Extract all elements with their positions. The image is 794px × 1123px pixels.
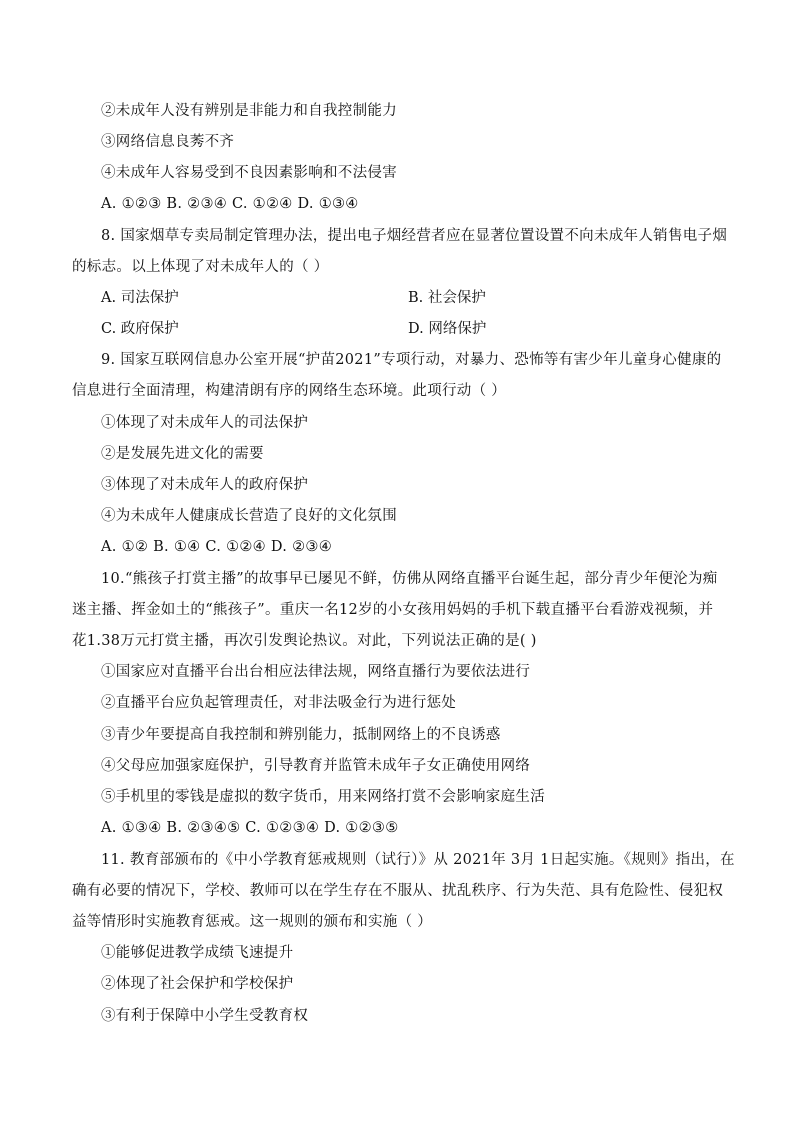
q9-stem-line-1: 9. 国家互联网信息办公室开展“护苗2021”专项行动，对暴力、恐怖等有害少年儿童身心健康的 [101,352,722,368]
q11-stem-line-1: 11. 教育部颁布的《中小学教育惩戒规则（试行）》从 2021年 3月 1日起实施。《规则》指出，在 [101,852,735,868]
q8-option-a: A. 司法保护 [101,290,179,306]
q9-item-3: ③体现了对未成年人的政府保护 [101,477,309,493]
q8-stem-line-1: 8. 国家烟草专卖局制定管理办法，提出电子烟经营者应在显著位置设置不向未成年人销售电子烟 [101,228,728,244]
q10-stem-line-3: 花1.38万元打赏主播，再次引发舆论热议。对此，下列说法正确的是( ) [72,633,537,649]
q8-option-d: D. 网络保护 [408,321,487,337]
q9-options: A. ①② B. ①④ C. ①②④ D. ②③④ [101,539,333,555]
q11-item-2: ②体现了社会保护和学校保护 [101,976,294,992]
q8-options-row-1 [101,288,486,308]
q8-options-row-2 [101,319,487,339]
q10-item-3: ③青少年要提高自我控制和辨别能力，抵制网络上的不良诱惑 [101,727,501,743]
q10-stem-line-1: 10.“熊孩子打赏主播”的故事早已屡见不鲜，仿佛从网络直播平台诞生起，部分青少年便沦为痴 [101,571,718,587]
q8-option-b: B. 社会保护 [408,290,486,306]
q7-item-2: ②未成年人没有辨别是非能力和自我控制能力 [101,103,397,119]
q9-item-2: ②是发展先进文化的需要 [101,446,264,462]
q9-stem-line-2: 信息进行全面清理，构建清朗有序的网络生态环境。此项行动（ ） [72,383,507,399]
q10-item-1: ①国家应对直播平台出台相应法律法规，网络直播行为要依法进行 [101,664,531,680]
q11-stem-line-3: 益等情形时实施教育惩戒。这一规则的颁布和实施（ ） [72,914,433,930]
q8-option-c: C. 政府保护 [101,321,179,337]
q9-item-1: ①体现了对未成年人的司法保护 [101,415,309,431]
q11-item-1: ①能够促进教学成绩飞速提升 [101,945,294,961]
q7-item-4: ④未成年人容易受到不良因素影响和不法侵害 [101,165,397,181]
q8-stem-line-2: 的标志。以上体现了对未成年人的（ ） [72,259,329,275]
q10-item-4: ④父母应加强家庭保护，引导教育并监管未成年子女正确使用网络 [101,758,531,774]
q7-options: A. ①②③ B. ②③④ C. ①②④ D. ①③④ [101,196,359,212]
q9-item-4: ④为未成年人健康成长营造了良好的文化氛围 [101,508,397,524]
q10-stem-line-2: 迷主播、挥金如土的“熊孩子”。重庆一名12岁的小女孩用妈妈的手机下载直播平台看游戏视频，并 [72,602,714,618]
q10-item-5: ⑤手机里的零钱是虚拟的数字货币，用来网络打赏不会影响家庭生活 [101,789,545,805]
q11-item-3: ③有利于保障中小学生受教育权 [101,1008,309,1024]
q7-item-3: ③网络信息良莠不齐 [101,134,235,150]
q10-options: A. ①③④ B. ②③④⑤ C. ①②③④ D. ①②③⑤ [101,820,399,836]
q11-stem-line-2: 确有必要的情况下，学校、教师可以在学生存在不服从、扰乱秩序、行为失范、具有危险性、侵犯权 [72,883,724,899]
q10-item-2: ②直播平台应负起管理责任，对非法吸金行为进行惩处 [101,695,457,711]
